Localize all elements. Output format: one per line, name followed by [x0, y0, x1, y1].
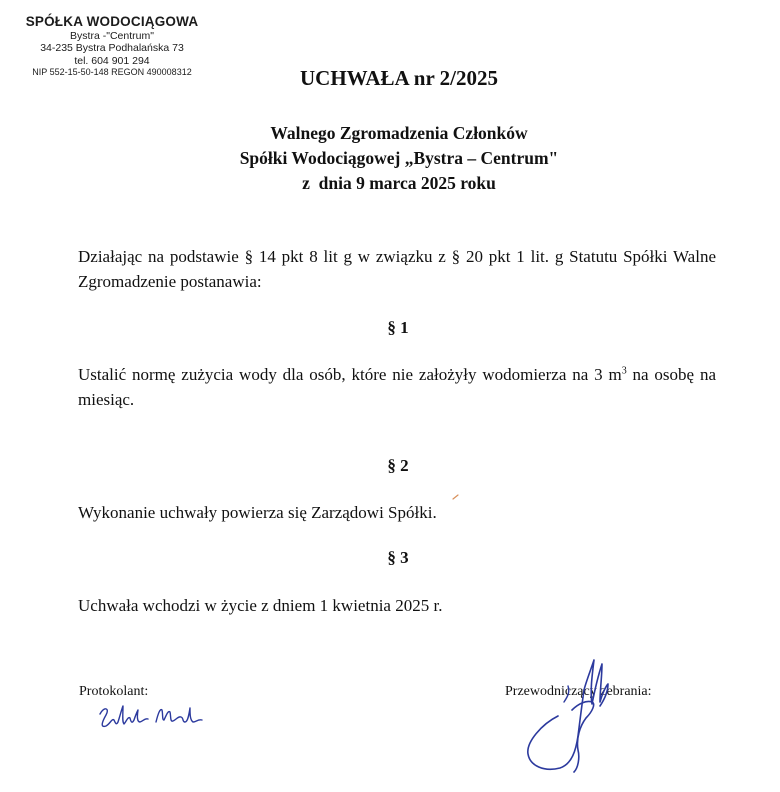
chairperson-signature-image: [520, 646, 630, 780]
section-1-text: [78, 362, 716, 412]
subtitle-line-1: Walnego Zgromadzenia Członków: [270, 123, 528, 143]
superscript-three: 3: [621, 365, 627, 377]
recorder-label: Protokolant:: [79, 684, 149, 699]
section-3-text: Uchwała wchodzi w życie z dniem 1 kwietnia 2025 r.: [78, 596, 443, 615]
section-1-heading: § 1: [387, 318, 409, 337]
stray-ink-mark: [452, 494, 460, 500]
stamp-phone: tel. 604 901 294: [74, 54, 150, 67]
subtitle-line-2: Spółki Wodociągowej „Bystra – Centrum": [239, 148, 559, 168]
stamp-line-1: Bystra -"Centrum": [70, 29, 154, 42]
stamp-company-name: SPÓŁKA WODOCIĄGOWA: [25, 14, 199, 29]
stamp-address: 34-235 Bystra Podhalańska 73: [40, 42, 184, 55]
document-title: UCHWAŁA nr 2/2025: [300, 66, 498, 90]
stamp-tax-ids: NIP 552-15-50-148 REGON 490008312: [32, 67, 192, 78]
section-3-heading: § 3: [387, 548, 409, 567]
document-subtitle: [0, 121, 780, 196]
section-2-heading: § 2: [387, 456, 409, 475]
section-1-text-end: na osobę na miesiąc.: [78, 365, 716, 409]
intro-paragraph: Działając na podstawie § 14 pkt 8 lit g w związku z § 20 pkt 1 lit. g Statutu Spółki Walne Zgromadzenie postanawia:: [78, 247, 716, 291]
section-1-text-main: Ustalić normę zużycia wody dla osób, które nie założyły wodomierza na 3 m: [78, 365, 622, 384]
chairperson-label: Przewodniczący zebrania:: [505, 684, 652, 699]
section-2-text: Wykonanie uchwały powierza się Zarządowi Spółki.: [78, 503, 437, 522]
recorder-signature-image: [96, 700, 216, 736]
subtitle-line-3: z dnia 9 marca 2025 roku: [302, 173, 496, 193]
